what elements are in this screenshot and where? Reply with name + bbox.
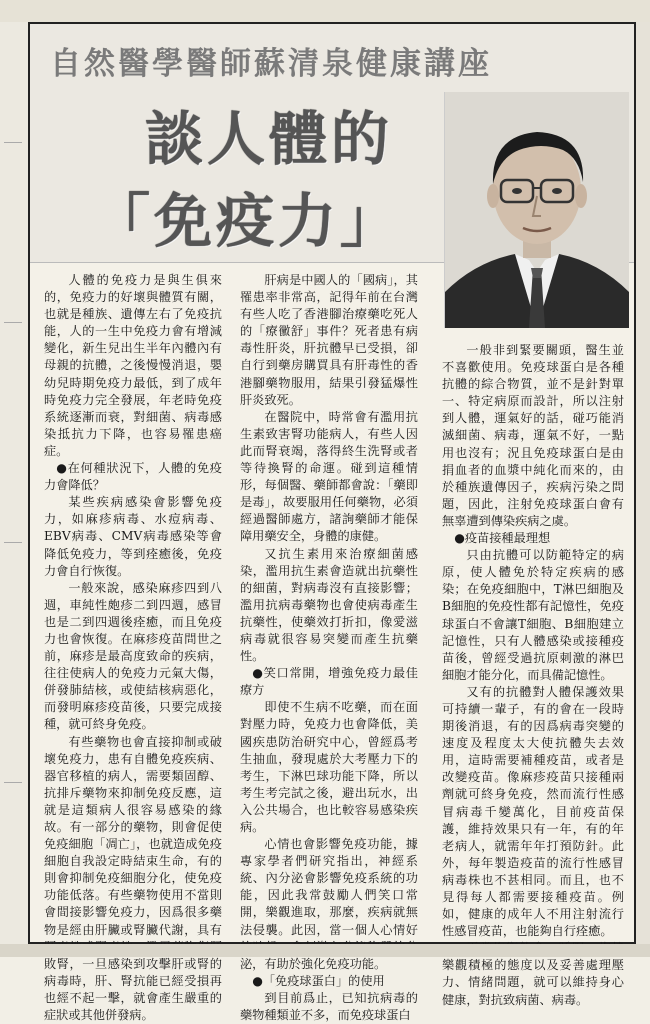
section-heading: ●「免疫球蛋白」的使用 bbox=[252, 973, 385, 988]
article-title-line2: 「免疫力」 bbox=[92, 187, 403, 255]
paragraph: 有些藥物也會直接抑制或破壞免疫力，患有自體免疫疾病、器官移植的病人，需要類固醇、抗排斥藥物來抑制免疫反應，這就是這類病人很容易感染的緣故。有一部分的藥物，則會促使免疫細胞「凋亡」，也就造成免疫細胞自我設定時結束生命，有的則會抑制免疫細胞分化，使免疫功能低落。有些藥物使用不當則會間接影響免疫力，因爲很多藥物是經由肝臟或腎臟代謝，具有 敗腎，一旦感染到攻擊肝或腎的病毒時，肝、腎抗能已經受損再也經不起一擊，就會產生嚴重的症狀或其他併發病。 bbox=[44, 734, 222, 1023]
column-2 bbox=[240, 272, 418, 1024]
left-margin bbox=[0, 22, 28, 944]
paragraph: 一般非到緊要關頭，醫生並不喜歡使用。免疫球蛋白是各種抗體的綜合物質，並不是針對單一、特定病原而設計，所以注射到人體，運氣好的話，碰巧能消滅細菌、病毒，運氣不好，一點用也沒有；況且免疫球蛋白是由捐血者的血漿中純化而來的，由於種族遺傳因子，疾病污染之問題，因此，注射免疫球蛋白會有無辜遭到傳染疾病之虞。 bbox=[442, 343, 624, 528]
section-heading: ●笑口常開，增強免疫力最佳療方 bbox=[240, 666, 418, 698]
right-margin bbox=[636, 22, 650, 944]
paragraph: 在醫院中，時常會有濫用抗生素致害腎功能病人，有些人因此而腎衰竭，落得終生洗腎或者等待換腎的命運。碰到這種情形，每個醫、藥師都會說：「藥即是毒」，故要服用任何藥物，必須經過醫師處方，諸詢藥師才能保障用藥安全，身體的康健。 bbox=[240, 409, 418, 544]
next-article-strip bbox=[0, 944, 650, 957]
paragraph: 心情也會影響免疫功能，據專家學者們研究指出，神經系統、內分泌會影響免疫系統的功能，因此我常鼓勵人們笑口常開，樂觀進取，那麼，疾病就無法侵襲。此因，當一個人心情好 泌，有助於強化免疫功能。 bbox=[240, 837, 418, 971]
paragraph: 某些疾病感染會影響免疫力，如麻疹病毒、水痘病毒、EBV病毒、CMV病毒感染等會降低免疫力，等到痊癒後，免疫力會自行恢復。 bbox=[44, 495, 222, 578]
section-heading: ●疫苗接種最理想 bbox=[454, 531, 551, 546]
column-1 bbox=[44, 272, 222, 1024]
paragraph: 又有的抗體對人體保護效果可持續一輩子，有的會在一段時期後消退，有的因爲病毒突變的速度及程度太大使抗體失去效用，這時需要補種疫苗，或者是改變疫苗。像麻疹疫苗只接種兩劑就可終身免疫，然而流行性感冒病毒千變萬化，目前疫苗保護，維持效果只有一年，有的年老病人，就需年年打預防針。此外，每年製造疫苗的流行性感冒病毒株也不甚相同。而且，也不見得每人都需要接種疫苗。例如，健康的成年人不用注射流行性感冒疫苗，也能夠自行痊癒。 bbox=[442, 684, 624, 939]
article-title-line1: 談人體的 bbox=[145, 105, 394, 173]
paragraph: 樂觀積極的態度以及妥善處理壓力、情緒問題，就可以維持身心健康，對抗致病菌、病毒。 bbox=[442, 958, 624, 1007]
paragraph: 到目前爲止，已知抗病毒的藥物種類並不多，而免疫球蛋白 bbox=[240, 990, 418, 1023]
article-body bbox=[44, 272, 624, 1023]
previous-article-strip bbox=[0, 0, 650, 23]
paragraph: 又抗生素用來治療細菌感染，濫用抗生素會造就出抗藥性的細菌，對病毒沒有直接影響；濫用抗病毒藥物也會使病毒產生抗藥性，使藥效打折扣，像愛滋病毒就很容易突變而產生抗藥性。 bbox=[240, 546, 418, 664]
section-heading: ●在何種狀況下，人體的免疫力會降低？ bbox=[44, 461, 222, 493]
paragraph: 人體的免疫力是與生俱來的，免疫力的好壞與體質有關，也就是種族、遺傳左右了免疫抗能，人的一生中免疫力會有增減變化，新生兒出生半年內體內有母親的抗體，之後慢慢消退，嬰幼兒時期免疫力最低，到了成年時免疫力完全發展，年老時免疫系統逐漸而衰，對細菌、病毒感染抵抗力下降，也容易罹患癌症。 bbox=[44, 273, 222, 458]
paragraph: 肝病是中國人的「國病」，其罹患率非常高，記得年前在台灣有些人吃了香港腳治療藥吃死人的「療黴舒」事件？死者患有病毒性肝炎，肝抗體早已受損，卻自行到藥房購買具有肝毒性的香港腳藥物服用，結果引發猛爆性肝炎致死。 bbox=[240, 273, 418, 407]
column-3 bbox=[442, 342, 624, 1009]
paragraph: 即使不生病不吃藥，而在面對壓力時，免疫力也會降低，美國疾患防治研究中心，曾經爲考生抽血，發現處於大考壓力下的考生，下淋巴球功能下降，所以考生考完試之後，避出玩水，出入公共場合，也比較容易感染疾病。 bbox=[240, 700, 418, 834]
paragraph: 一般來說，感染麻疹四到八週，車純性皰疹二到四週，感冒也是二到四週後痊癒，而且免疫力也會恢復。在麻疹疫苗問世之前，麻疹是最高度致命的疾病，往往使病人的免疫力元氣大傷，併發肺結核，或使結核病惡化，而發明麻疹疫苗後，只要完成接種，就可終身免疫。 bbox=[44, 580, 222, 732]
paragraph: 只由抗體可以防範特定的病原，使人體免於特定疾病的感染；在免疫細胞中，T淋巴細胞及B細胞的免疫性都有記憶性，免疫球蛋白不會讓T細胞、B細胞建立記憶性，只有人體感染或接種疫苗後，曾經受過抗原刺激的淋巴細胞才能分化，而具備記憶性。 bbox=[442, 548, 624, 682]
article-frame bbox=[28, 22, 636, 1023]
article-subtitle: 自然醫學醫師蘇清泉健康講座 bbox=[50, 46, 492, 82]
